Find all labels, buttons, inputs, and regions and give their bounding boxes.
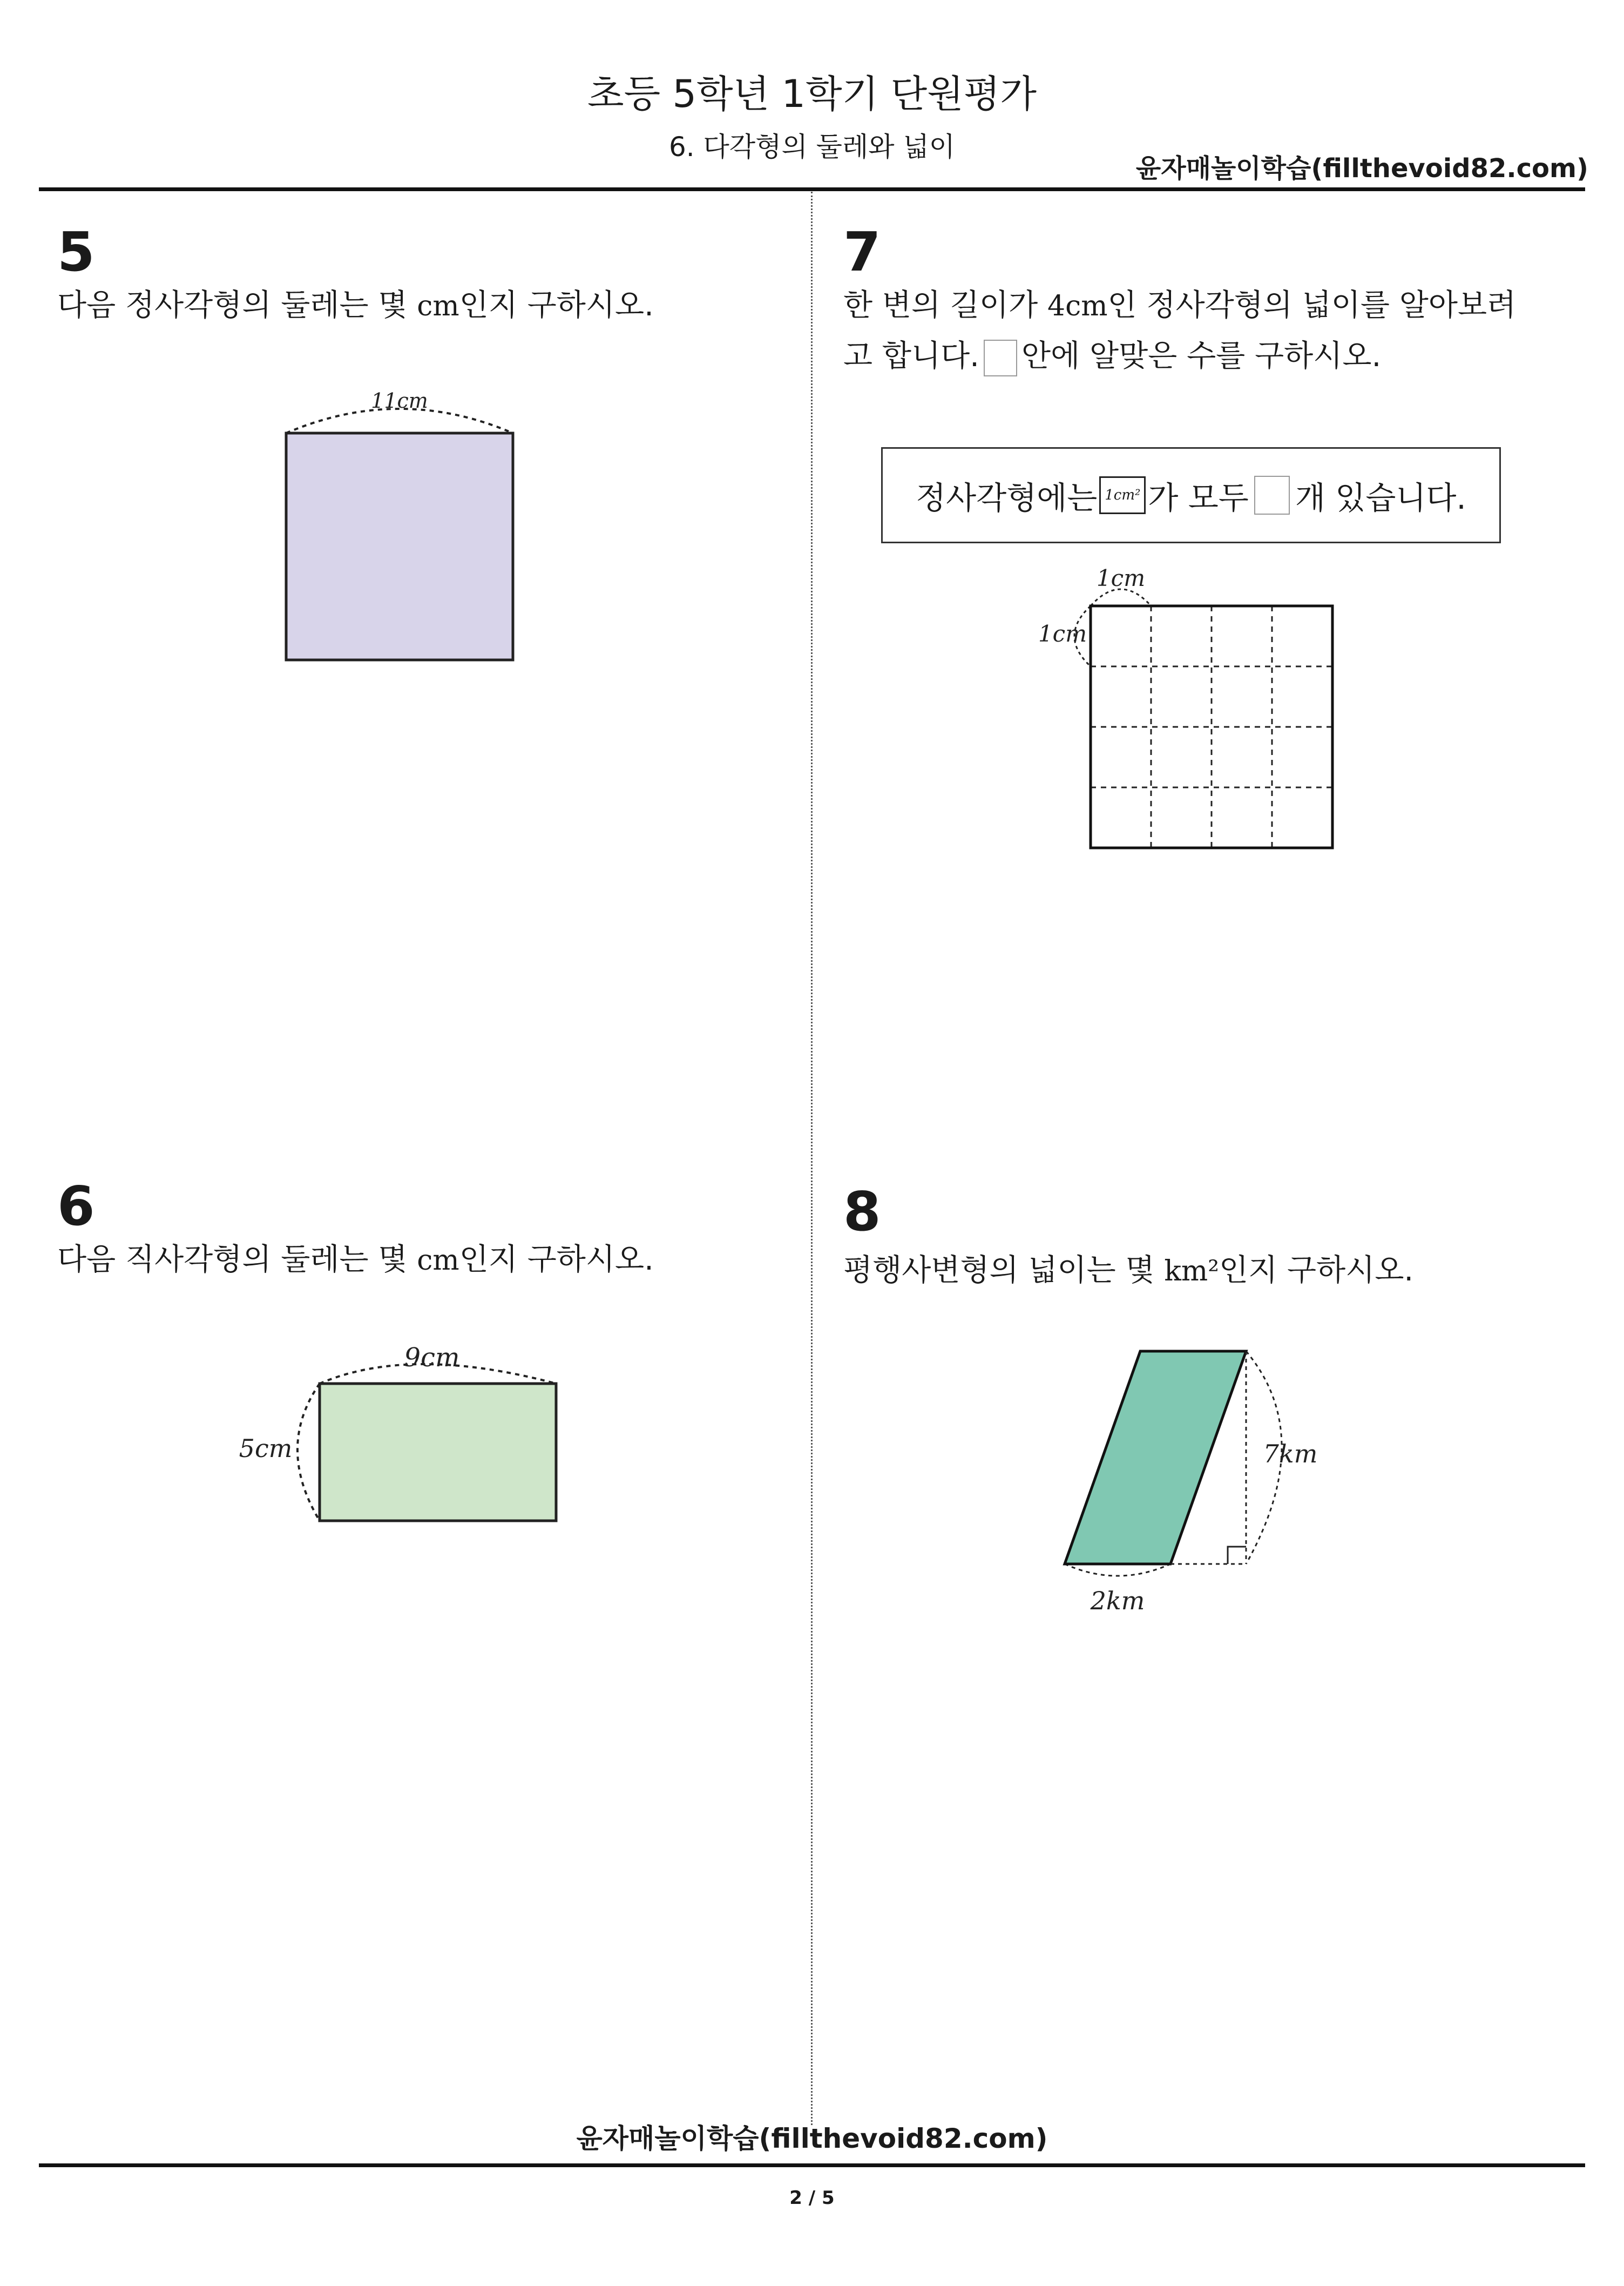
question-8-base-arc <box>1065 1564 1170 1576</box>
question-8-text-before: 평행사변형의 넓이는 몇 <box>843 1253 1165 1288</box>
page-title: 초등 5학년 1학기 단원평가 <box>587 72 1037 116</box>
question-7-left-label: 1cm <box>1038 621 1087 647</box>
question-5-text-after: 인지 구하시오. <box>459 288 654 323</box>
question-7-top-label: 1cm <box>1096 565 1146 591</box>
question-7-line-2 <box>843 331 1381 382</box>
question-5-square <box>286 433 513 660</box>
question-6-width-label: 9cm <box>404 1343 460 1373</box>
page-subtitle: 6. 다각형의 둘레와 넓이 <box>668 131 956 163</box>
question-6-unit: cm <box>417 1244 459 1277</box>
question-5-number: 5 <box>57 220 95 284</box>
question-7-statement-middle: 가 모두 <box>1148 480 1249 516</box>
question-7-line-1 <box>843 280 1516 332</box>
footer-brand: 윤자매놀이학습(fillthevoid82.com) <box>576 2123 1048 2154</box>
question-5-side-label: 11cm <box>371 389 428 413</box>
question-6-figure <box>232 1334 578 1539</box>
question-8-height-label: 7km <box>1263 1439 1318 1468</box>
header-brand: 윤자매놀이학습(fillthevoid82.com) <box>1135 153 1588 184</box>
question-8-unit: km² <box>1164 1255 1220 1287</box>
question-7-line-2-after: 안에 알맞은 수를 구하시오. <box>1021 339 1382 374</box>
question-7-unit-square: 1cm² <box>1099 476 1146 514</box>
column-divider <box>811 192 813 2125</box>
question-7-line-1-unit: 4cm <box>1047 290 1108 322</box>
question-7-top-arc <box>1091 589 1151 606</box>
question-5-unit: cm <box>417 290 459 322</box>
question-5-text-before: 다음 정사각형의 둘레는 몇 <box>57 288 417 323</box>
question-7-answer-blank[interactable] <box>1254 476 1290 515</box>
question-7-statement-after: 개 있습니다. <box>1295 480 1466 516</box>
question-6-height-arc <box>297 1384 320 1521</box>
question-6-height-label: 5cm <box>239 1434 293 1463</box>
question-7-line-1-before: 한 변의 길이가 <box>843 288 1047 323</box>
question-6-text-before: 다음 직사각형의 둘레는 몇 <box>57 1242 417 1277</box>
question-7-number: 7 <box>843 220 881 284</box>
question-8-number: 8 <box>843 1180 881 1243</box>
question-6-text-after: 인지 구하시오. <box>459 1242 654 1277</box>
page-number: 2 / 5 <box>789 2187 835 2209</box>
question-7-line-1-after: 인 정사각형의 넓이를 알아보려 <box>1107 288 1517 323</box>
question-7-statement <box>883 449 1499 542</box>
question-8-base-label: 2km <box>1090 1586 1145 1615</box>
question-8-parallelogram <box>1065 1351 1246 1564</box>
question-8-text-after: 인지 구하시오. <box>1219 1253 1414 1288</box>
question-7-grid-lines <box>1091 606 1332 848</box>
question-7-statement-before: 정사각형에는 <box>916 480 1098 516</box>
question-7-blank-box[interactable] <box>984 340 1017 376</box>
footer-rule <box>39 2163 1585 2167</box>
question-6-text <box>57 1234 654 1286</box>
question-6-rectangle <box>320 1384 556 1521</box>
header-rule <box>39 187 1585 191</box>
question-5-text <box>57 280 654 332</box>
question-7-figure <box>1026 562 1350 864</box>
question-7-statement-box <box>881 447 1501 543</box>
question-8-text <box>843 1245 1413 1297</box>
question-8-right-angle-mark <box>1228 1547 1246 1564</box>
question-7-line-2-before: 고 합니다. <box>843 339 979 374</box>
question-8-figure <box>1037 1339 1371 1631</box>
question-5-figure <box>270 378 540 670</box>
question-6-number: 6 <box>57 1175 95 1238</box>
